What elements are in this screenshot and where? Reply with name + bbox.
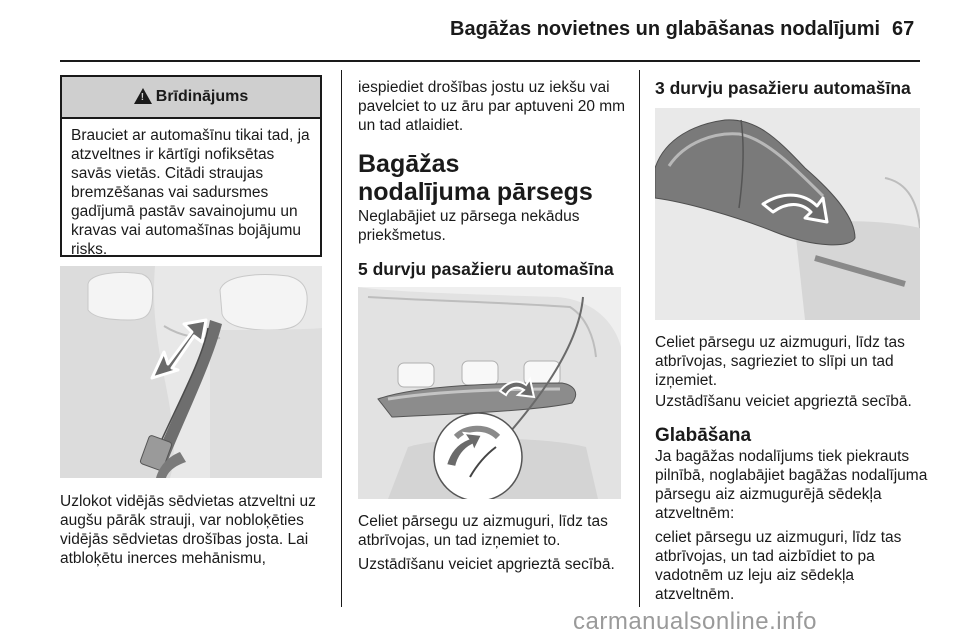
- column-divider-1: [341, 70, 342, 607]
- five-door-heading: 5 durvju pasažieru automašīna: [358, 259, 614, 279]
- warning-box: [60, 75, 322, 257]
- seatbelt-illustration: [60, 266, 322, 478]
- three-door-para1: Celiet pārsegu uz aizmuguri, līdz tas atbrīvojas, sagrieziet to slīpi un tad izņemiet.: [655, 334, 905, 389]
- three-door-figure: [655, 108, 920, 320]
- cover-intro: Neglabājiet uz pārsega nekādus priekšmetus.: [358, 208, 580, 244]
- five-door-para2: Uzstādīšanu veiciet apgrieztā secībā.: [358, 556, 615, 573]
- five-door-para1: Celiet pārsegu uz aizmuguri, līdz tas atbrīvojas, un tad izņemiet to.: [358, 513, 608, 549]
- col2-continuation: iespiediet drošības jostu uz iekšu vai pavelciet to uz āru par aptuveni 20 mm un tad atlaidiet.: [358, 79, 626, 134]
- warning-triangle-icon: !: [134, 88, 152, 104]
- cover-heading: Bagāžas nodalījuma pārsegs: [358, 150, 593, 206]
- page-number: 67: [892, 18, 915, 40]
- storage-para1: Ja bagāžas nodalījums tiek piekrauts pilnībā, noglabājiet bagāžas nodalījuma pārsegu aiz aizmugurējā sēdekļa atzveltnēm:: [655, 448, 928, 522]
- column-divider-2: [639, 70, 640, 607]
- five-door-figure: [358, 287, 621, 499]
- header-rule: [60, 60, 920, 62]
- storage-heading: Glabāšana: [655, 425, 752, 446]
- header-title: Bagāžas novietnes un glabāšanas nodalījumi: [450, 18, 881, 40]
- watermark: carmanualsonline.info: [573, 608, 817, 635]
- warning-text: Brauciet ar automašīnu tikai tad, ja atzveltnes ir kārtīgi nofiksētas savās vietās. Citādi straujas bremzēšanas vai sadursmes gadījumā pastāv savainojumu un kravas vai automašīnas bojājumu risks.: [71, 127, 310, 258]
- three-door-para2: Uzstādīšanu veiciet apgrieztā secībā.: [655, 393, 912, 410]
- seatbelt-figure: [60, 266, 322, 478]
- five-door-illustration: [358, 287, 621, 499]
- col1-paragraph: Uzlokot vidējās sēdvietas atzveltni uz augšu pārāk strauji, var nobloķēties vidējās sēdvietas drošības josta. Lai atbloķētu inerces mehānismu,: [60, 493, 316, 567]
- three-door-heading: 3 durvju pasažieru automašīna: [655, 78, 911, 98]
- warning-title: Brīdinājums: [155, 88, 249, 105]
- storage-para2: celiet pārsegu uz aizmuguri, līdz tas atbrīvojas, un tad aizbīdiet to pa vadotnēm uz leju aiz sēdekļa atzveltnēm.: [655, 529, 902, 603]
- warning-header: [62, 77, 320, 119]
- three-door-illustration: [655, 108, 920, 320]
